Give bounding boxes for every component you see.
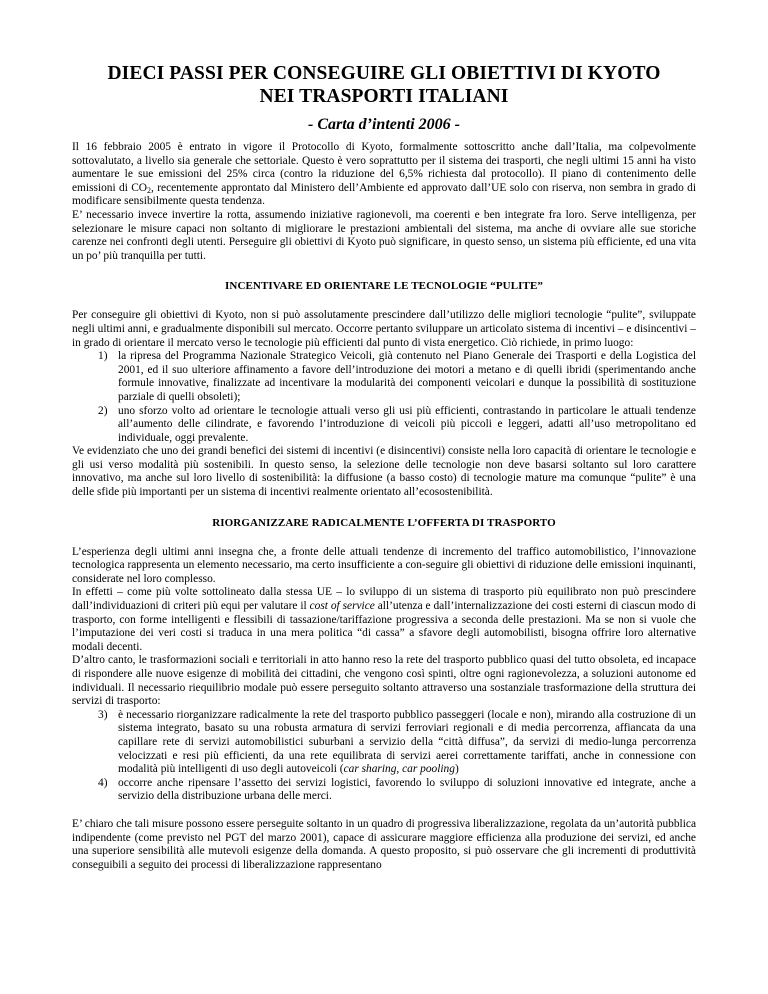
section2-paragraph-3: D’altro canto, le trasformazioni sociali e territoriali in atto hanno reso la rete del trasporto pubblico quasi del tutto obsoleta, ed incapace di rispondere alle nuove esigenze di mobilità dei cittadini, che vengono così spinti, oltre ogni ragionevolezza, a soluzioni autonome ed individuali. Il necessario riequilibrio modale può essere perseguito soltanto attraverso una sostanziale trasformazione della struttura dei servizi di trasporto:: [72, 654, 696, 708]
document-subtitle: - Carta d’intenti 2006 -: [307, 116, 460, 133]
section-title-transport-offer: RIORGANIZZARE RADICALMENTE L’OFFERTA DI TRASPORTO: [212, 516, 556, 529]
section2-paragraph-2: In effetti – come più volte sottolineato dalla stessa UE – lo sviluppo di un sistema di trasporto più equilibrato non può prescindere dall’individuazioni di criteri più equi per valutare il cost of service all’utenza e dall’internalizzazione dei costi esterni di ciascun modo di trasporto, con forme intelligenti e flessibili di tassazione/tariffazione progressiva a seconda delle prestazioni. Ma se non si vuole che l’imputazione dei veri costi si traduca in una mera politica “di cassa” a sfavore degli automobilisti, bisogna offrire loro alternative modali decenti.: [72, 586, 696, 653]
section1-paragraph-1: Per conseguire gli obiettivi di Kyoto, non si può assolutamente prescindere dall’utilizzo delle migliori tecnologie “pulite”, sviluppate negli ultimi anni, e gradualmente disponibili sul mercato. Occorre pertanto sviluppare un articolato sistema di incentivi – e disincentivi – in grado di orientare il mercato verso le tecnologie più efficienti dal punto di vista energetico. Ciò richiede, in primo luogo:: [72, 309, 696, 349]
intro-paragraph-2: E’ necessario invece invertire la rotta, assumendo iniziative ragionevoli, ma coerenti e ben integrate fra loro. Serve intelligenza, per selezionare le misure capaci non soltanto di migliorare le prestazioni ambientali del sistema, ma anche di ovviare alle sue storiche carenze nei confronti degli utenti. Perseguire gli obiettivi di Kyoto può significare, in questo senso, un sistema più efficiente, ed una vita un po’ più tranquilla per tutti.: [72, 208, 696, 262]
section-title-technologies: INCENTIVARE ED ORIENTARE LE TECNOLOGIE “PULITE”: [225, 280, 543, 293]
list-item: 1) la ripresa del Programma Nazionale Strategico Veicoli, già contenuto nel Piano Generale dei Trasporti e della Logistica del 2001, ed il suo ulteriore affinamento a favore dell’introduzione dei motori a metano e di quelli ibridi (sperimentando anche formule innovative, finalizzate ad incentivare la modularità dei componenti veicolari e dunque la possibilità di sostituzione parziale di quelli obsoleti);: [98, 350, 696, 403]
section1-list: [72, 350, 696, 445]
section1-paragraph-2: Ve evidenziato che uno dei grandi benefici dei sistemi di incentivi (e disincentivi) consiste nella loro capacità di orientare le tecnologie e gli usi verso modalità più sostenibili. In questo senso, la selezione delle tecnologie non deve basarsi soltanto sul loro carattere innovativo, ma anche sul loro livello di sostenibilità: la diffusione (a basso costo) di tecnologie mature ma comunque “pulite” è una delle sfide più importanti per un sistema di incentivi realmente orientato all’ecosostenibilità.: [72, 445, 696, 499]
title-line-1: DIECI PASSI PER CONSEGUIRE GLI OBIETTIVI DI KYOTO: [107, 63, 661, 84]
intro-paragraph-1: Il 16 febbraio 2005 è entrato in vigore il Protocollo di Kyoto, formalmente sottoscritto anche dall’Italia, ma colpevolmente sottovalutato, a livello sia generale che settoriale. Questo è vero soprattutto per il sistema dei trasporti, che negli ultimi 15 anni ha visto aumentare le sue emissioni del 25% circa (contro la riduzione del 6,5% richiesta dal protocollo). Il piano di contenimento delle emissioni di $CO_2$, recentemente approntato dal Ministero dell’Ambiente ed approvato dall’UE solo con riserva, non sembra in grado di modificare sensibilmente questa tendenza.: [72, 141, 696, 208]
list-item: 2) uno sforzo volto ad orientare le tecnologie attuali verso gli usi più efficienti, contrastando in particolare le attuali tendenze all’aumento delle cilindrate, e favorendo l’introduzione di veicoli più piccoli e leggeri, adatti all’uso metropolitano ed individuale, oggi prevalente.: [98, 404, 696, 444]
title-line-2: NEI TRASPORTI ITALIANI: [259, 86, 509, 107]
list-item: 4) occorre anche ripensare l’assetto dei servizi logistici, favorendo lo sviluppo di soluzioni innovative ed integrate, anche a servizio della distribuzione urbana delle merci.: [98, 776, 696, 803]
section2-list: [72, 709, 696, 804]
section2-paragraph-4: E’ chiaro che tali misure possono essere perseguite soltanto in un quadro di progressiva liberalizzazione, regolata da un’autorità pubblica indipendente (come previsto nel PGT del marzo 2001), capace di assicurare maggiore efficienza alla produzione dei servizi, ed anche una superiore sensibilità alle mutevoli esigenze della domanda. A questo proposito, si può osservare che gli incrementi di produttività conseguibili a seguito dei processi di liberalizzazione rappresentano: [72, 817, 696, 871]
document-title: [72, 62, 696, 108]
section2-paragraph-1: L’esperienza degli ultimi anni insegna che, a fronte delle attuali tendenze di incremento del traffico automobilistico, l’innovazione tecnologica rappresenta un elemento necessario, ma certo insufficiente a con-seguire gli obiettivi di riduzione delle emissioni inquinanti, considerate nel loro complesso.: [72, 545, 696, 585]
list-item: 3) è necessario riorganizzare radicalmente la rete del trasporto pubblico passeggeri (locale e non), mirando alla costruzione di un sistema integrato, basato su una robusta armatura di servizi ferroviari regionali e di media percorrenza, affiancata da una capillare rete di servizi automobilistici suburbani a servizio della “città diffusa”, da servizi di medio-lunga percorrenza velocizzati e resi più efficienti, da una rete equilibrata di servizi aerei correttamente tariffati, anche in connessione con modalità più intelligenti di uso degli autoveicoli (car sharing, car pooling): [98, 708, 696, 776]
